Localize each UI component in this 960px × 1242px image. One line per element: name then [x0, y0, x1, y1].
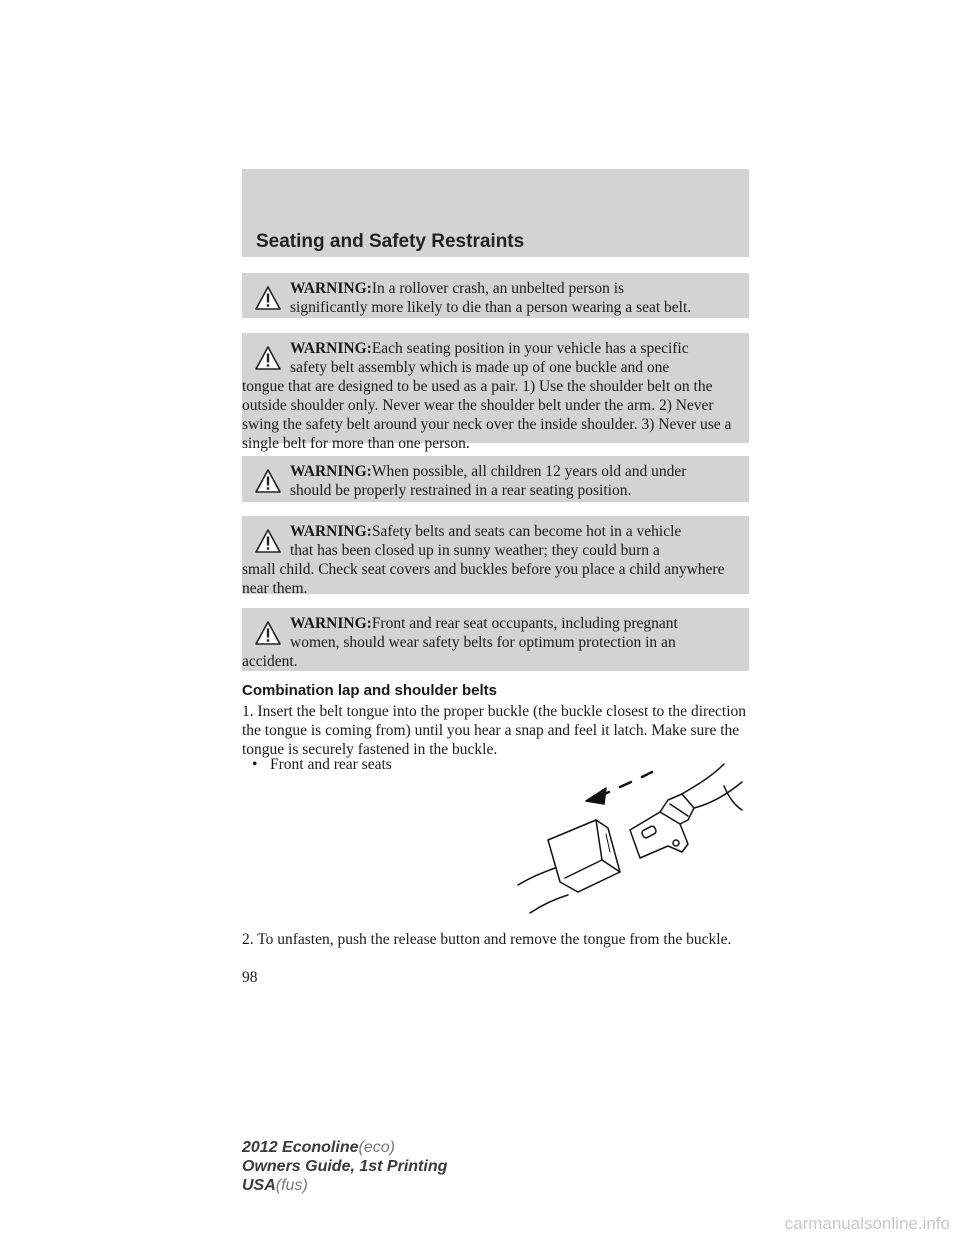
warning-triangle-icon [255, 346, 281, 370]
footer-imprint: 2012 Econoline(eco) Owners Guide, 1st Printing USA(fus) [242, 1139, 448, 1194]
warning-text: WARNING:When possible, all children 12 years old and under [290, 463, 687, 480]
step-1-text: 1. Insert the belt tongue into the proper buckle (the buckle closest to the direction the tongue is coming from) until you hear a snap and feel it latch. Make sure the tongue is securely fastened in the buckle. [242, 703, 747, 758]
warning-box-rollover: WARNING:In a rollover crash, an unbelted person is significantly more likely to die than a person wearing a seat belt. [242, 273, 749, 318]
warning-triangle-icon [255, 469, 281, 493]
warning-box-hot-belts: WARNING:Safety belts and seats can become hot in a vehicle that has been closed up in sunny weather; they could burn a small child. Check seat covers and buckles before you place a child anywhere near them. [242, 516, 749, 594]
warning-triangle-icon [255, 621, 281, 645]
warning-box-seating-position: WARNING:Each seating position in your vehicle has a specific safety belt assembly which is made up of one buckle and one tongue that are designed to be used as a pair. 1) Use the shoulder belt on the outside shoulder only. Never wear the shoulder belt under the arm. 2) Never swing the safety belt around your neck over the inside shoulder. 3) Never use a single belt for more than one person. [242, 333, 749, 443]
step-2-text: 2. To unfasten, push the release button and remove the tongue from the buckle. [242, 931, 732, 948]
bullet-text: Front and rear seats [270, 756, 392, 773]
section-header [242, 169, 749, 257]
warning-text: WARNING:Each seating position in your vehicle has a specific [290, 340, 689, 357]
warning-text: WARNING:Front and rear seat occupants, including pregnant [290, 615, 678, 632]
warning-triangle-icon [255, 529, 281, 553]
warning-text: WARNING:Safety belts and seats can become hot in a vehicle [290, 523, 682, 540]
warning-triangle-icon [255, 286, 281, 310]
bullet-mark: • [252, 756, 258, 773]
page-title: Seating and Safety Restraints [256, 231, 525, 252]
warning-box-occupants: WARNING:Front and rear seat occupants, including pregnant women, should wear safety belts for optimum protection in an accident. [242, 608, 749, 671]
page-number: 98 [242, 969, 258, 986]
watermark-link[interactable]: carmanualsonline.info [784, 1214, 950, 1233]
seat-belt-buckle-illustration [510, 760, 750, 920]
warning-box-children: WARNING:When possible, all children 12 years old and under should be properly restrained in a rear seating position. [242, 456, 749, 502]
warning-text: WARNING:In a rollover crash, an unbelted person is [290, 280, 625, 297]
section-heading: Combination lap and shoulder belts [242, 682, 498, 699]
